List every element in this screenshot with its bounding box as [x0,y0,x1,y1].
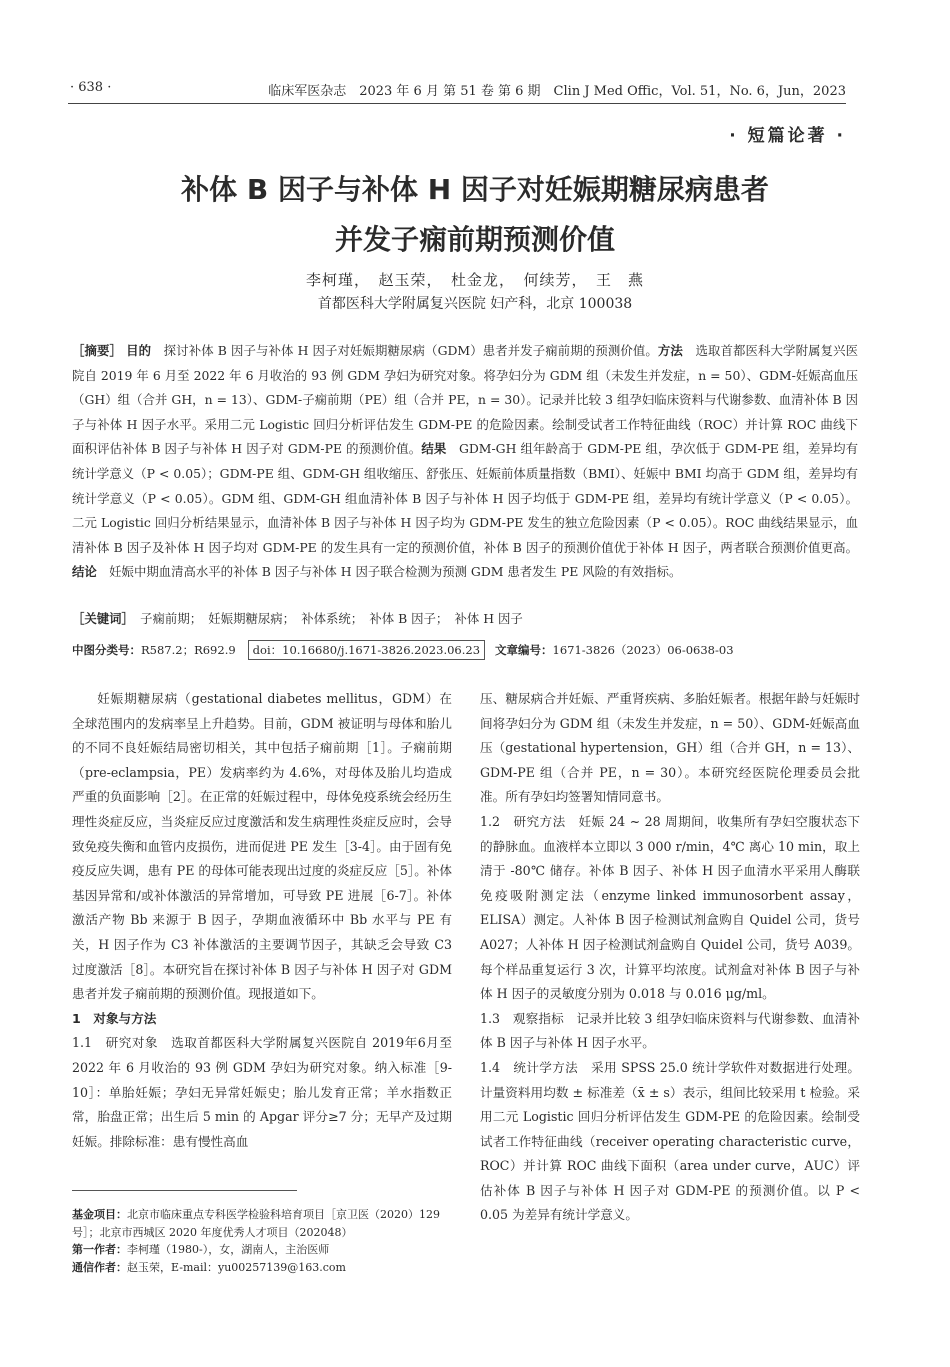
objective-text: 探讨补体 B 因子与补体 H 因子对妊娠期糖尿病（GDM）患者并发子痫前期的预测价值。 [163,343,658,358]
subsection-1-1-heading: 1.1 研究对象 [72,1035,159,1051]
journal-citation: 临床军医杂志 2023 年 6 月 第 51 卷 第 6 期 Clin J Med Offic，Vol. 51，No. 6，Jun，2023 [268,84,846,99]
classification-line [72,640,872,660]
footnotes [72,1206,462,1276]
subsection-1-3-text: 记录并比较 3 组孕妇临床资料与代谢参数、血清补体 B 因子与补体 H 因子水平。 [480,1010,860,1051]
body-column-left [72,687,452,1154]
corresponding-author-label: 通信作者： [72,1260,127,1274]
abstract [72,339,858,585]
subsection-1-1-continued: 压、糖尿病合并妊娠、严重肾疾病、多胎妊娠者。根据年龄与妊娠时间将孕妇分为 GDM 组（未发生并发症，n = 50）、GDM-妊娠高血压（gestational hypertension，GH）组（合并 GH，n = 13）、GDM-PE 组（合并 PE，n = 30）。本研究经医院伦理委员会批准。所有孕妇均签署知情同意书。 [480,691,860,805]
body-column-right [480,687,860,1228]
page-number: · 638 · [70,80,112,95]
section-heading-1: 1 对象与方法 [72,1010,157,1026]
subsection-1-3-heading: 1.3 观察指标 [480,1010,564,1026]
conclusion-label: 结论 [72,564,97,580]
fund-label: 基金项目： [72,1208,127,1221]
title-line-2: 并发子痫前期预测价值 [334,223,615,256]
subsection-1-2-heading: 1.2 研究方法 [480,813,566,829]
subsection-1-2-text: 妊娠 24 ~ 28 周期间，收集所有孕妇空腹状态下的静脉血。血液样本立即以 3 000 r/min，4℃ 离心 10 min，取上清于 -80℃ 储存。补体 B 因子、补体 H 因子血清水平采用人酶联免疫吸附测定法（enzyme linked immunosorbent assay，ELISA）测定。人补体 B 因子检测试剂盒购自 Quidel 公司，货号 A027；人补体 H 因子检测试剂盒购自 Quidel 公司，货号 A039。每个样品重复运行 3 次，计算平均浓度。试剂盒对补体 B 因子与补体 H 因子的灵敏度分别为 0.018 与 0.016 μg/ml。 [480,813,861,1002]
results-label: 结果 [421,441,447,457]
subsection-1-1-text: 选取首都医科大学附属复兴医院自 2019年6月至 2022 年 6 月收治的 93 例 GDM 孕妇为研究对象。纳入标准［9-10］：单胎妊娠；孕妇无异常妊娠史；胎儿发育正常；羊水指数正常，胎盘正常；出生后 5 min 的 Apgar 评分≥7 分；无早产及过期妊娠。排除标准：患有慢性高血 [72,1035,452,1149]
intro-paragraph: 妊娠期糖尿病（gestational diabetes mellitus，GDM）在全球范围内的发病率呈上升趋势。目前，GDM 被证明与母体和胎儿的不同不良妊娠结局密切相关，其中包括子痫前期［1］。子痫前期（pre-eclampsia，PE）发病率约为 4.6%，对母体及胎儿均造成严重的负面影响［2］。在正常的妊娠过程中，母体免疫系统会经历生理性炎症反应，当炎症反应过度激活和发生病理性炎症反应时，会导致免疫失衡和血管内皮损伤，进而促进 PE 发生［3-4］。由于固有免疫反应失调，患有 PE 的母体可能表现出过度的炎症反应［5］。补体基因异常和/或补体激活的异常增加，可导致 PE 进展［6-7］。补体激活产物 Bb 来源于 B 因子，孕期血液循环中 Bb 水平与 PE 有关，H 因子作为 C3 补体激活的主要调节因子，其缺乏会导致 C3 过度激活［8］。本研究旨在探讨补体 B 因子与补体 H 因子对 GDM 患者并发子痫前期的预测价值。现报道如下。 [72,691,453,1002]
keywords-text: 子痫前期； 妊娠期糖尿病； 补体系统； 补体 B 因子； 补体 H 因子 [140,611,523,626]
results-text: GDM-GH 组年龄高于 GDM-PE 组，孕次低于 GDM-PE 组，差异均有统计学意义（P < 0.05）；GDM-PE 组、GDM-GH 组收缩压、舒张压、妊娠前体质量指数（BMI）、妊娠中 BMI 均高于 GDM 组，差异均有统计学意义（P < 0.05）。GDM 组、GDM-GH 组血清补体 B 因子与补体 H 因子均低于 GDM-PE 组，差异均有统计学意义（P < 0.05）。二元 Logistic 回归分析结果显示，血清补体 B 因子与补体 H 因子均为 GDM-PE 发生的独立危险因素（P < 0.05）。ROC 曲线结果显示，血清补体 B 因子及补体 H 因子均对 GDM-PE 的发生具有一定的预测价值，补体 B 因子的预测价值优于补体 H 因子，两者联合预测价值更高。 [72,441,859,555]
author-list: 李柯瑾， 赵玉荣， 杜金龙， 何续芳， 王 燕 [305,271,644,289]
methods-text: 选取首都医科大学附属复兴医院自 2019 年 6 月至 2022 年 6 月收治的 93 例 GDM 孕妇为研究对象。将孕妇分为 GDM 组（未发生并发症，n = 50）、GDM-妊娠高血压（GH）组（合并 GH，n = 13）、GDM-子痫前期（PE）组（合并 PE，n = 30）。记录并比较 3 组孕妇临床资料与代谢参数、血清补体 B 因子与补体 H 因子水平。采用二元 Logistic 回归分析评估发生 GDM-PE 的危险因素。绘制受试者工作特征曲线（ROC）并计算 ROC 曲线下面积评估补体 B 因子与补体 H 因子对 GDM-PE 的预测价值。 [72,343,859,457]
keywords [72,609,858,627]
affiliation: 首都医科大学附属复兴医院 妇产科，北京 100038 [317,296,633,312]
doi-box[interactable]: doi：10.16680/j.1671-3826.2023.06.23 [248,640,485,660]
methods-label: 方法 [657,343,683,358]
fund-text: 北京市临床重点专科医学检验科培育项目［京卫医（2020）129 号］；北京市西城区 2020 年度优秀人才项目（202048） [72,1208,440,1239]
first-author-label: 第一作者： [72,1243,127,1256]
clc-label: 中图分类号： [72,643,141,657]
clc-number: R587.2；R692.9 [141,643,236,657]
header-rule [68,103,846,104]
abstract-label: ［摘要］ [72,343,123,358]
first-author-text: 李柯瑾（1980-），女，湖南人，主治医师 [127,1243,330,1256]
article-title [0,165,950,265]
subsection-1-4-heading: 1.4 统计学方法 [480,1059,579,1075]
running-head [70,80,846,100]
article-number: 1671-3826（2023）06-0638-03 [552,643,734,657]
title-line-1: 补体 B 因子与补体 H 因子对妊娠期糖尿病患者 [181,173,769,206]
section-label: · 短篇论著 · [729,126,846,146]
corresponding-author-text: 赵玉荣，E-mail：yu00257139@163.com [127,1260,346,1274]
keywords-label: ［关键词］ [72,611,128,626]
article-number-label: 文章编号： [495,643,553,657]
conclusion-text: 妊娠中期血清高水平的补体 B 因子与补体 H 因子联合检测为预测 GDM 患者发生 PE 风险的有效指标。 [109,564,682,580]
footnote-rule [72,1190,297,1191]
objective-label: 目的 [126,343,152,358]
subsection-1-4-text: 采用 SPSS 25.0 统计学软件对数据进行处理。计量资料用均数 ± 标准差（x̄ ± s）表示，组间比较采用 t 检验。采用二元 Logistic 回归分析评估发生 GDM-PE 的危险因素。绘制受试者工作特征曲线（receiver operating characteristic curve，ROC）并计算 ROC 曲线下面积（area under curve，AUC）评估补体 B 因子与补体 H 因子对 GDM-PE 的预测价值。以 P < 0.05 为差异有统计学意义。 [480,1059,861,1223]
